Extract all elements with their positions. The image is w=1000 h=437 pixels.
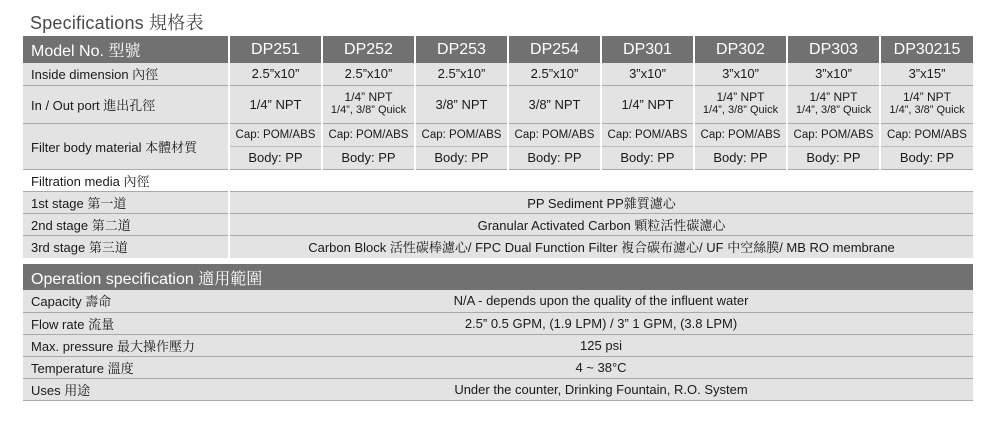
table-cell: Cap: POM/ABS [601,123,694,146]
table-cell: 2.5”x10” [508,63,601,85]
filtration-media-row [23,169,973,191]
model-cell: DP302 [694,36,787,63]
operation-value: 2.5” 0.5 GPM, (1.9 LPM) / 3” 1 GPM, (3.8 LPM) [229,312,973,334]
row-label: Filtration media 內徑 [23,169,973,191]
row-label: Flow rate 流量 [23,312,229,334]
port-main: 1/4” NPT [621,96,674,112]
port-main: 1/4” NPT [249,96,302,112]
table-cell [415,85,508,123]
model-cell: DP301 [601,36,694,63]
row-label: 2nd stage 第二道 [23,213,229,235]
table-cell: Body: PP [415,146,508,169]
table-cell: Body: PP [229,146,322,169]
table-cell: Body: PP [601,146,694,169]
stage-value: Carbon Block 活性碳棒濾心/ FPC Dual Function Filter 複合碳布濾心/ UF 中空絲膜/ MB RO membrane [229,235,973,258]
row-label: In / Out port 進出孔徑 [23,85,229,123]
operation-header: Operation specification 適用範圍 [23,264,973,290]
table-cell: 2.5”x10” [322,63,415,85]
operation-table [23,264,973,401]
model-header-label: Model No. 型號 [23,36,229,63]
table-cell: 2.5”x10” [415,63,508,85]
port-main: 1/4” NPT [716,90,765,104]
model-cell: DP30215 [880,36,973,63]
table-cell: Cap: POM/ABS [880,123,973,146]
row-label: 1st stage 第一道 [23,191,229,213]
port-row [23,85,973,123]
table-cell: Cap: POM/ABS [322,123,415,146]
specifications-table [23,36,973,258]
operation-value: 4 ~ 38°C [229,356,973,378]
table-cell: Cap: POM/ABS [229,123,322,146]
table-cell: Cap: POM/ABS [415,123,508,146]
port-main: 3/8” NPT [528,96,581,112]
port-sub: 1/4”, 3/8” Quick [889,104,965,116]
row-label: Max. pressure 最大操作壓力 [23,334,229,356]
port-sub: 1/4”, 3/8” Quick [795,104,872,116]
table-cell: 2.5”x10” [229,63,322,85]
table-cell: Body: PP [508,146,601,169]
stage-row [23,213,973,235]
table-cell: 3”x10” [787,63,880,85]
row-label: Inside dimension 內徑 [23,63,229,85]
operation-value: N/A - depends upon the quality of the influent water [229,290,973,312]
model-cell: DP303 [787,36,880,63]
stage-value: PP Sediment PP雜質濾心 [229,191,973,213]
model-cell: DP254 [508,36,601,63]
model-cell: DP251 [229,36,322,63]
row-label: Capacity 壽命 [23,290,229,312]
port-main: 1/4” NPT [344,90,393,104]
operation-row [23,356,973,378]
page-title: Specifications 規格表 [30,13,204,33]
operation-row [23,312,973,334]
table-cell: Body: PP [322,146,415,169]
operation-row [23,334,973,356]
operation-row [23,290,973,312]
table-cell [787,85,880,123]
stage-value: Granular Activated Carbon 顆粒活性碳濾心 [229,213,973,235]
port-sub: 1/4”, 3/8” Quick [702,104,779,116]
model-header-row [23,36,973,63]
operation-value: 125 psi [229,334,973,356]
table-cell: Body: PP [694,146,787,169]
row-label: Uses 用途 [23,378,229,400]
port-sub: 1/4”, 3/8” Quick [330,104,407,116]
table-cell: Body: PP [787,146,880,169]
operation-header-row [23,264,973,290]
row-label: Filter body material 本體材質 [23,123,229,169]
model-cell: DP253 [415,36,508,63]
table-cell [694,85,787,123]
operation-row [23,378,973,400]
model-cell: DP252 [322,36,415,63]
table-cell [880,85,973,123]
table-cell: Cap: POM/ABS [508,123,601,146]
table-cell [508,85,601,123]
port-main: 3/8” NPT [435,96,488,112]
table-cell: 3”x10” [694,63,787,85]
table-cell [229,85,322,123]
inside-dimension-row [23,63,973,85]
table-cell [601,85,694,123]
port-main: 1/4” NPT [809,90,858,104]
row-label: 3rd stage 第三道 [31,240,128,256]
port-main: 1/4” NPT [902,90,951,104]
table-cell: 3”x10” [601,63,694,85]
table-cell: Cap: POM/ABS [787,123,880,146]
table-cell [322,85,415,123]
table-cell: 3”x15” [880,63,973,85]
table-cell: Body: PP [880,146,973,169]
row-label: Temperature 溫度 [23,356,229,378]
stage-row [23,235,973,258]
operation-value: Under the counter, Drinking Fountain, R.O. System [229,378,973,400]
stage-row [23,191,973,213]
table-cell: Cap: POM/ABS [694,123,787,146]
cap-material-row [23,123,973,146]
